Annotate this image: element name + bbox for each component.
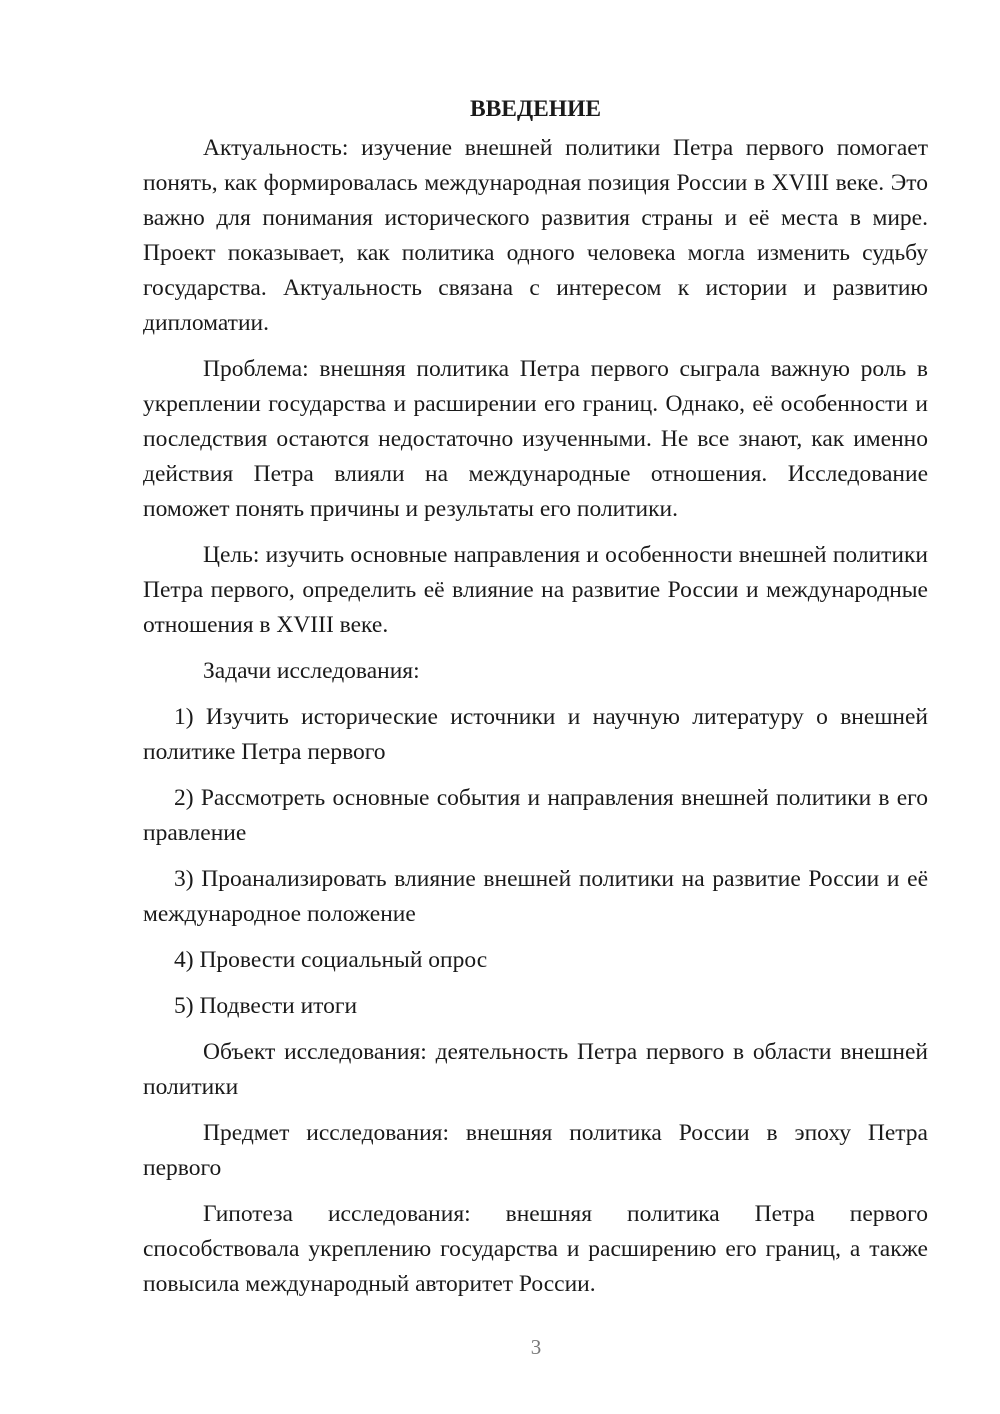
- task-item-2: 2) Рассмотреть основные события и направления внешней политики в его правление: [143, 785, 928, 846]
- task-item-3: 3) Проанализировать влияние внешней политики на развитие России и её международное положение: [143, 866, 928, 927]
- goal-paragraph: Цель: изучить основные направления и особенности внешней политики Петра первого, определить её влияние на развитие России и международные отношения в XVIII веке.: [143, 542, 928, 638]
- task-item-4: 4) Провести социальный опрос: [174, 947, 488, 973]
- subject-paragraph: Предмет исследования: внешняя политика России в эпоху Петра первого: [143, 1120, 928, 1181]
- object-paragraph: Объект исследования: деятельность Петра первого в области внешней политики: [143, 1039, 928, 1100]
- hypothesis-paragraph: Гипотеза исследования: внешняя политика Петра первого способствовала укреплению государства и расширению его границ, а также повысила международный авторитет России.: [143, 1201, 928, 1297]
- document-body: [143, 92, 928, 1313]
- page-number: 3: [530, 1335, 542, 1359]
- task-item-1: 1) Изучить исторические источники и научную литературу о внешней политике Петра первого: [143, 704, 928, 765]
- page-title: ВВЕДЕНИЕ: [469, 96, 602, 122]
- problem-paragraph: Проблема: внешняя политика Петра первого сыграла важную роль в укреплении государства и расширении его границ. Однако, её особенности и последствия остаются недостаточно изученными. Не все знают, как именно действия Петра влияли на международные отношения. Исследование поможет понять причины и результаты его политики.: [143, 356, 928, 522]
- relevance-paragraph: Актуальность: изучение внешней политики Петра первого помогает понять, как формировалась международная позиция России в XVIII веке. Это важно для понимания исторического развития страны и её места в мире. Проект показывает, как политика одного человека могла изменить судьбу государства. Актуальность связана с интересом к истории и развитию дипломатии.: [143, 135, 928, 336]
- tasks-heading: Задачи исследования:: [203, 658, 420, 684]
- task-item-5: 5) Подвести итоги: [174, 993, 358, 1019]
